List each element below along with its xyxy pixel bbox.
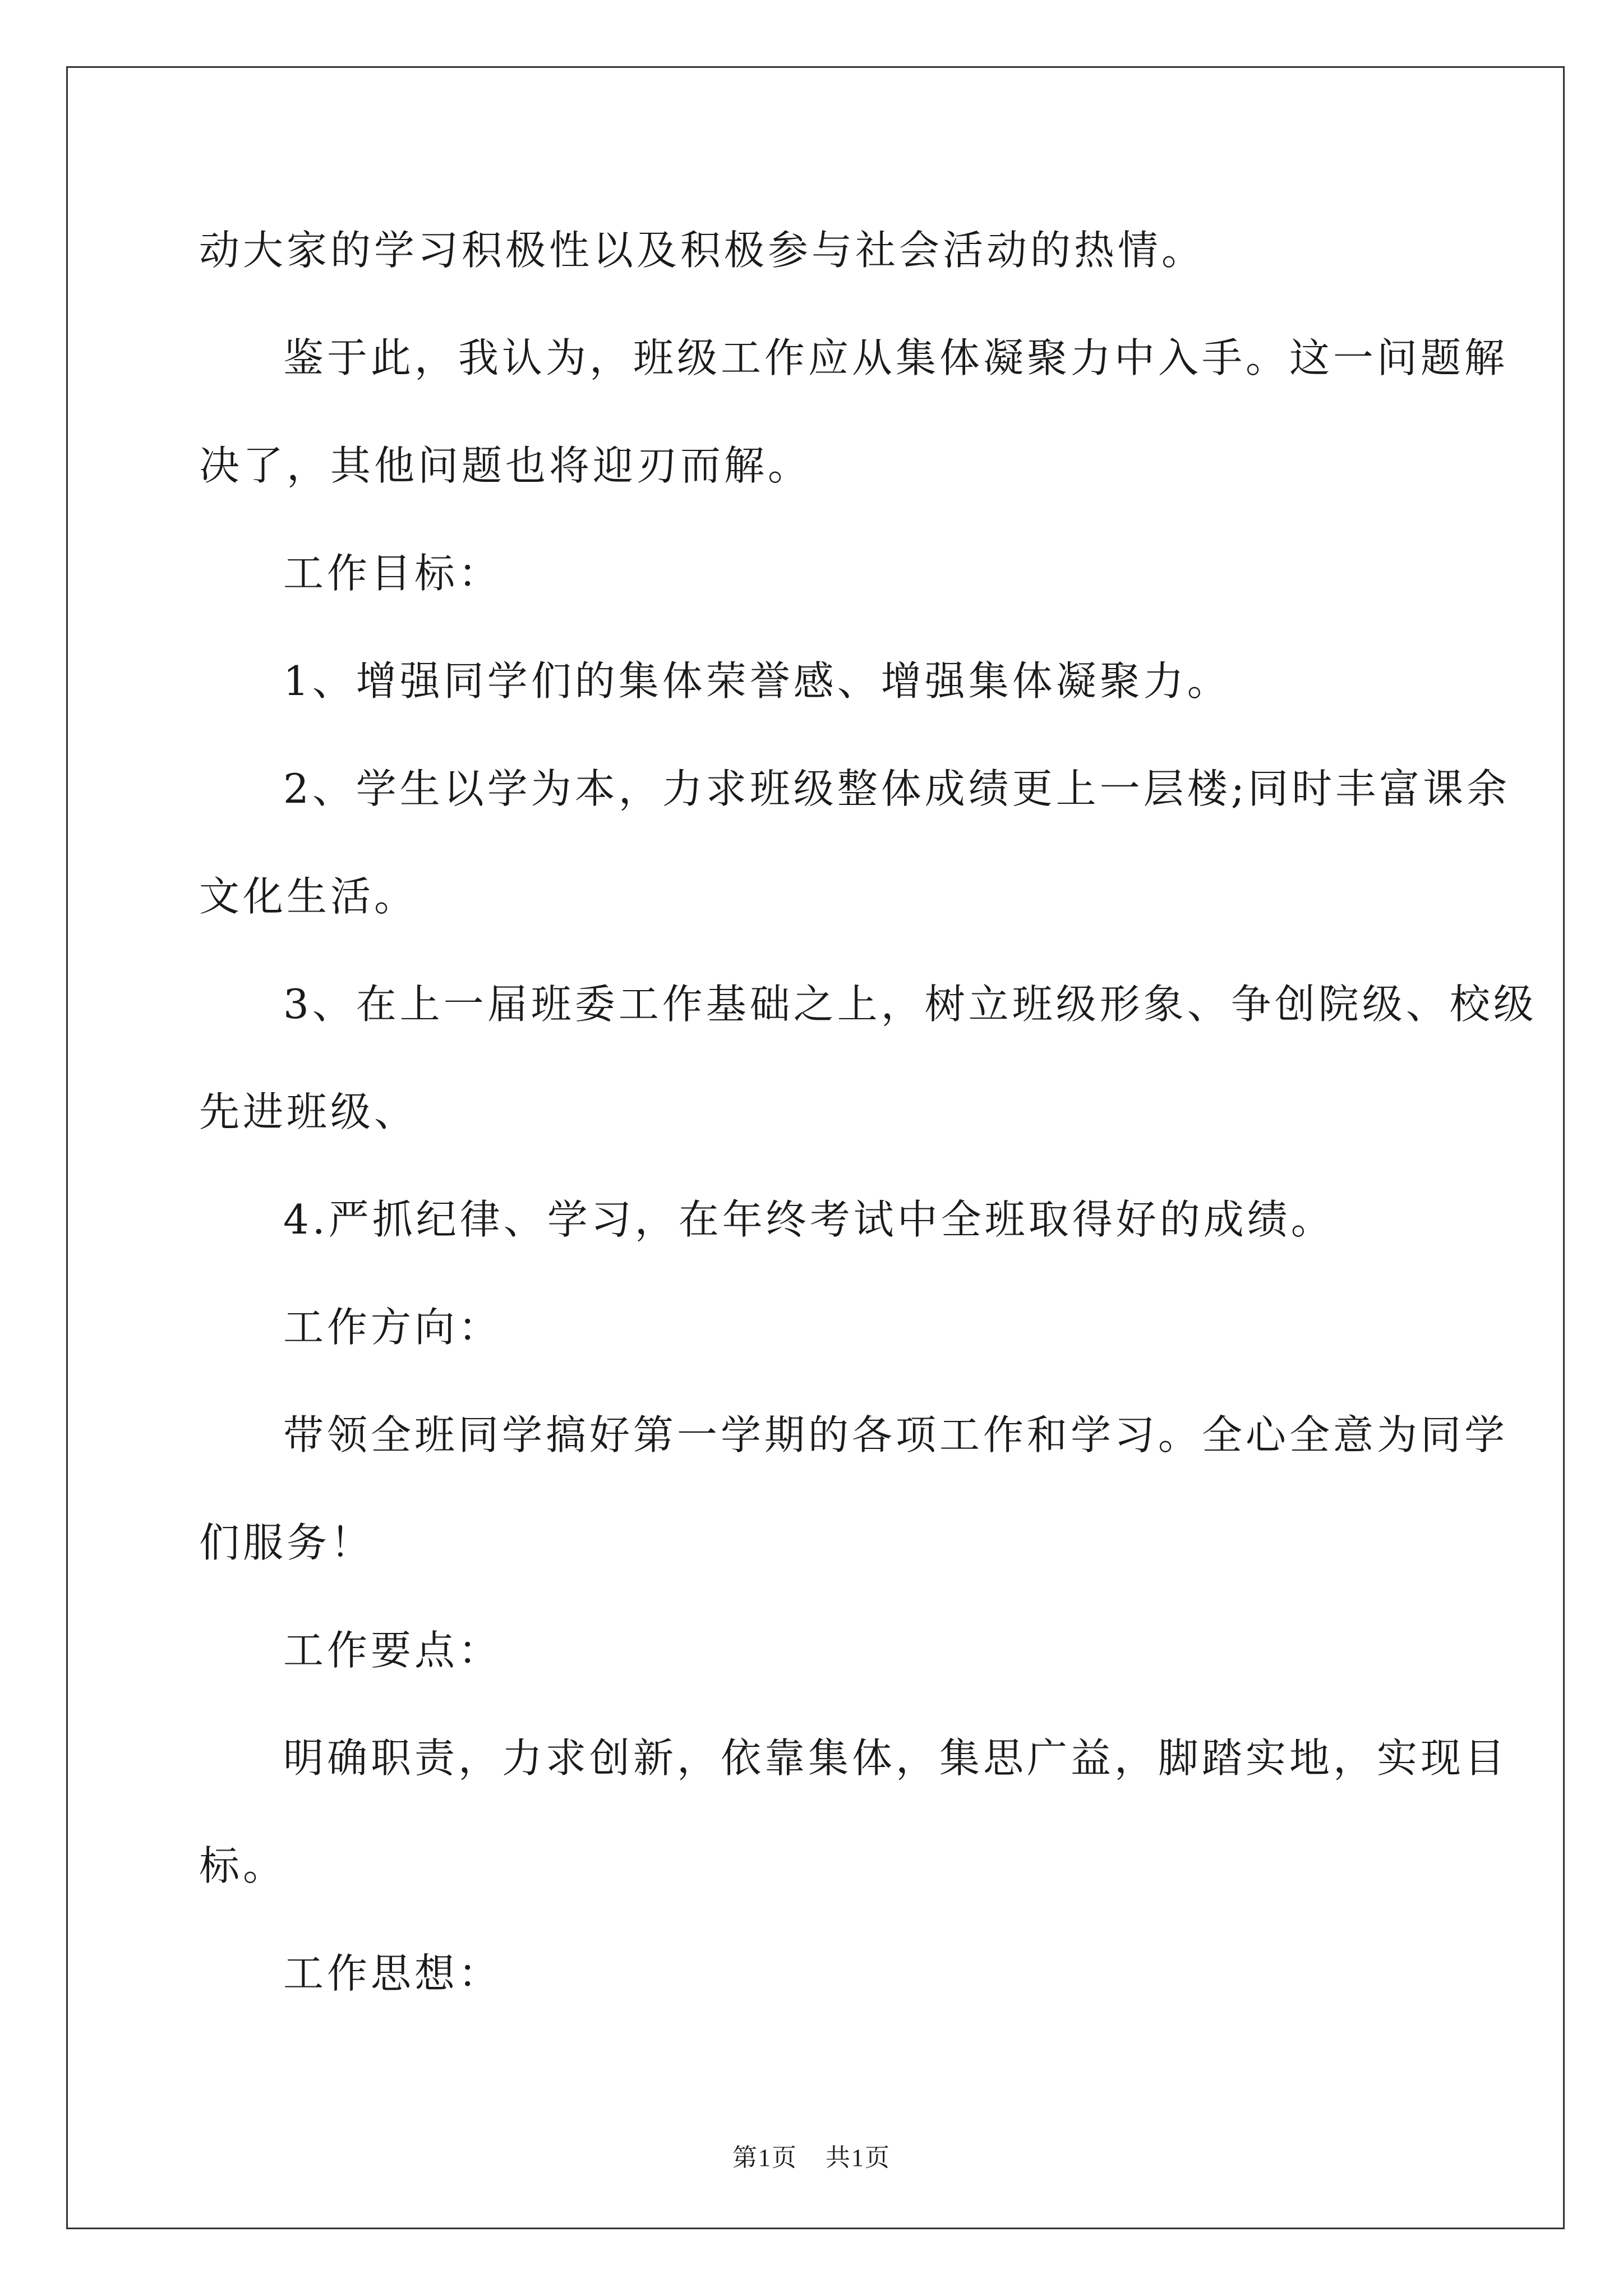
section-heading-direction: 工作方向：: [283, 1304, 502, 1351]
document-body: [199, 196, 1537, 2027]
text-line-3: 决了，其他问题也将迎刃而解。: [199, 442, 812, 489]
text-line-2: 鉴于此，我认为，班级工作应从集体凝聚力中入手。这一问题解: [283, 334, 1509, 381]
direction-text: 带领全班同学搞好第一学期的各项工作和学习。全心全意为同学: [283, 1411, 1509, 1458]
goal-item-2-cont: 文化生活。: [199, 873, 418, 920]
direction-text-cont: 们服务！: [199, 1519, 375, 1566]
section-heading-keypoints: 工作要点：: [283, 1627, 502, 1674]
keypoints-text: 明确职责，力求创新，依靠集体，集思广益，脚踏实地，实现目: [283, 1734, 1509, 1782]
keypoints-text-cont: 标。: [199, 1842, 287, 1889]
section-heading-thinking: 工作思想：: [283, 1950, 502, 1997]
goal-item-4: 4.严抓纪律、学习，在年终考试中全班取得好的成绩。: [283, 1196, 1335, 1243]
page-footer: [0, 2137, 1623, 2173]
goal-item-3: 3、在上一届班委工作基础之上，树立班级形象、争创院级、校级: [283, 981, 1537, 1028]
section-heading-goals: 工作目标：: [283, 550, 502, 597]
text-line-1: 动大家的学习积极性以及积极参与社会活动的热情。: [199, 227, 1206, 274]
page-number-current: 第1页: [732, 2144, 797, 2171]
goal-item-3-cont: 先进班级、: [199, 1088, 418, 1135]
goal-item-2: 2、学生以学为本，力求班级整体成绩更上一层楼;同时丰富课余: [283, 765, 1511, 812]
goal-item-1: 1、增强同学们的集体荣誉感、增强集体凝聚力。: [283, 657, 1231, 705]
page-number-total: 共1页: [826, 2144, 891, 2171]
